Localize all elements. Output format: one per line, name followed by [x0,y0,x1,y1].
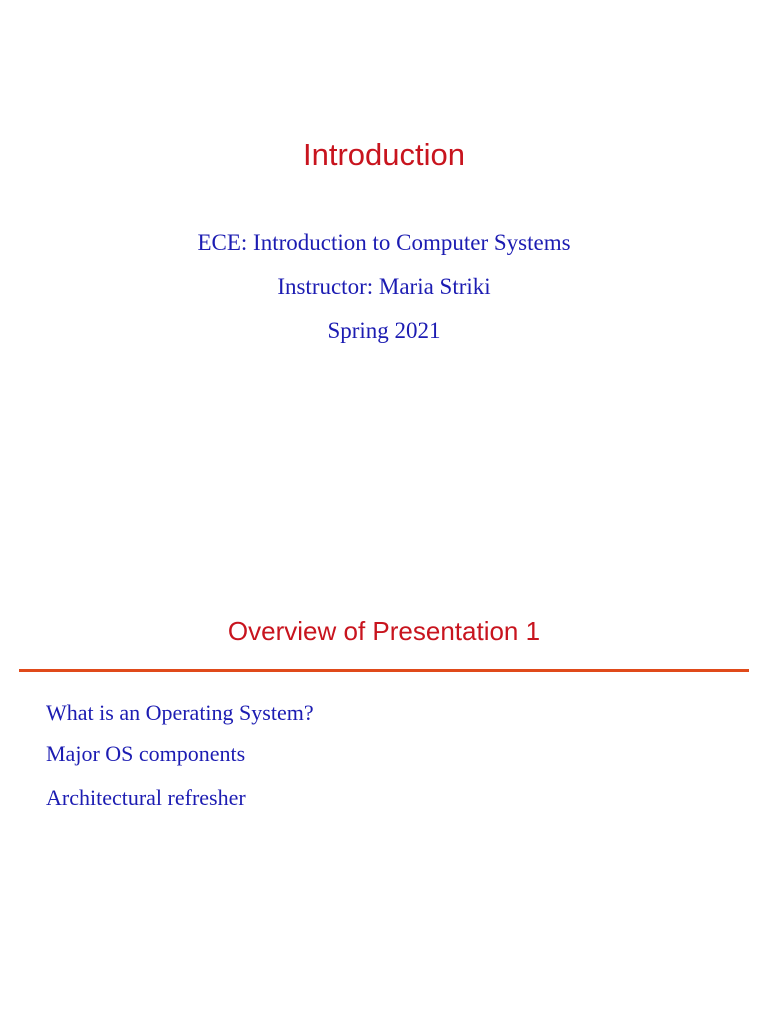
overview-slide [0,512,768,1024]
slide-title: Introduction [303,137,465,172]
course-name: ECE: Introduction to Computer Systems [197,230,571,255]
overview-title: Overview of Presentation 1 [227,616,541,646]
instructor-name: Instructor: Maria Striki [277,274,491,299]
title-divider [19,669,749,672]
list-item: What is an Operating System? [46,700,314,725]
list-item: Architectural refresher [46,785,246,810]
term: Spring 2021 [327,318,441,343]
list-item: Major OS components [46,741,246,766]
